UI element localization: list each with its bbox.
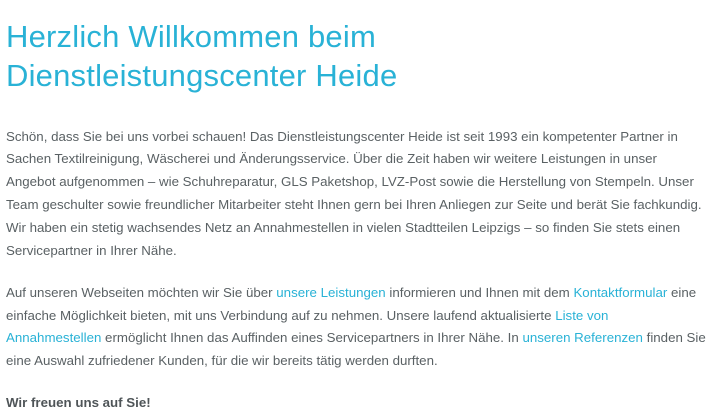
- closing-statement: Wir freuen uns auf Sie!: [6, 395, 151, 411]
- link-unsere-leistungen[interactable]: unsere Leistungen: [276, 284, 386, 300]
- paragraph2-segment-4: ermöglicht Ihnen das Auffinden eines Servicepartners in Ihrer Nähe. In: [101, 330, 523, 346]
- paragraph2-segment-2: informieren und Ihnen mit dem: [385, 284, 574, 300]
- services-paragraph: [6, 282, 706, 373]
- paragraph2-segment-5: finden Sie eine Auswahl zufriedener Kunden, für die wir bereits tätig werden durften.: [6, 330, 706, 369]
- link-liste-von-annahmestellen[interactable]: Liste von Annahmestellen: [6, 307, 609, 346]
- intro-paragraph: Schön, dass Sie bei uns vorbei schauen! Das Dienstleistungscenter Heide ist seit 1993 ein kompetenter Partner in Sachen Textilreinigung, Wäscherei und Änderungsservice. Über die Zeit haben wir weitere Leistungen in unser Angebot aufgenommen – wie Schuhreparatur, GLS Paketshop, LVZ-Post sowie die Herstellung von Stempeln. Unser Team geschulter sowie freundlicher Mitarbeiter steht Ihnen gern bei Ihren Anliegen zur Seite und berät Sie fachkundig. Wir haben ein stetig wachsendes Netz an Annahmestellen in vielen Stadtteilen Leipzigs – so finden Sie stets einen Servicepartner in Ihrer Nähe.: [6, 128, 702, 258]
- page-title-line-1: Herzlich Willkommen beim: [6, 19, 376, 54]
- page-title: [6, 18, 712, 96]
- paragraph2-segment-3: eine einfache Möglichkeit bieten, mit uns Verbindung auf zu nehmen. Unsere laufend aktualisierte: [6, 284, 697, 323]
- link-unsere-referenzen[interactable]: unseren Referenzen: [522, 330, 643, 346]
- page-title-line-2: Dienstleistungscenter Heide: [6, 57, 398, 93]
- link-kontaktformular[interactable]: Kontaktformular: [573, 284, 668, 300]
- paragraph2-segment-1: Auf unseren Webseiten möchten wir Sie über: [6, 284, 277, 300]
